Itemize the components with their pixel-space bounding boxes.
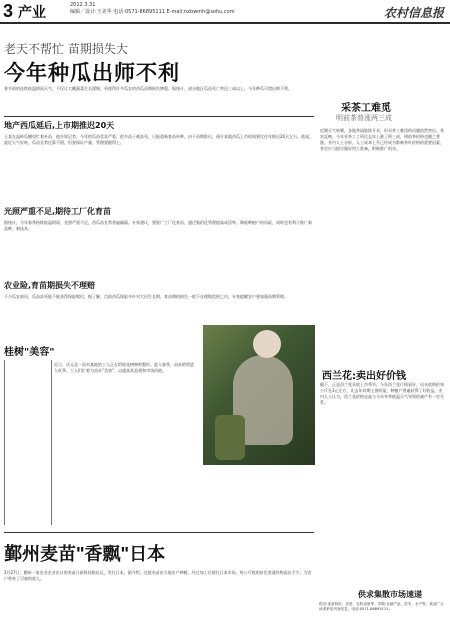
page-header [0, 0, 450, 24]
section-text-1: 王某在温岭瓜棚里忙着补苗，他告诉记者，今年的瓜苗受冻严重，很多苗子被冻死，只能重新育苗补种。由于苗期推迟，预计本地西瓜上市时间要比往年推迟20天左右。他说，最近天气好转，瓜苗长势还算不错，但要保证产量，管理要跟得上。 [4, 134, 314, 145]
divider [4, 116, 314, 117]
photo-head [253, 330, 281, 358]
editor-info [70, 2, 235, 16]
right-title: 采茶工难觅 [341, 103, 391, 114]
section-name: 产业 [18, 4, 46, 20]
editor-line: 编辑／设计:王美华 电话:0571-86895111 E-mail:nxbwmh@sohu.com [70, 9, 235, 15]
photo-shrub [215, 415, 245, 460]
second-title: 西兰花:卖出好价钱 [322, 371, 406, 382]
page-number: 3 [3, 1, 14, 21]
page-date: 2012.3.31 [70, 2, 96, 8]
photo-caption: 近日，庆元县一苗木基地的工人正在给桂花树修剪整形。进入春季，苗木销售进入旺季，工人们忙着为苗木“美容”，以提高其品相和市场价值。 [54, 362, 194, 373]
section-text-3: 不少瓜农询问，瓜苗冻死能不能获得保险赔付。据了解，目前西瓜保险多针对大田生长期，育苗期的损失一般不在理赔范围之内。专家提醒农户要加强苗期管理。 [4, 294, 288, 299]
sketch-illustration [4, 360, 52, 525]
bottom-text: 3月27日，鄞州一家农业企业出口的麦苗汁原料装箱启运，发往日本。据介绍，这批麦苗由当地农户种植，经过加工后销往日本市场，每公斤收购价比普通作物高出不少，为农户带来了可观的收入。 [4, 570, 312, 581]
section-title-2: 光照严重不足,期待工厂化育苗 [4, 207, 112, 216]
right-text: 近期天气转暖，各地茶园陆续开采，但采茶工难找的问题依然突出。茶农反映，今年采茶工工资比去年上涨了两三成，明前茶价格也随之普涨。业内人士分析，人工成本上升已经成为影响茶叶价格的重要因素，茶农应当提早做好用工准备，积极推广机采。 [320, 128, 444, 151]
section-title-1: 地产西瓜延后,上市期推迟20天 [4, 121, 115, 130]
lead-intro: 春节前的连续低温阴雨天气，不仅让大棚蔬菜生长缓慢，更使得许多瓜农的西瓜苗期损失惨重。据统计，部分地区瓜苗死亡率达三成以上，今年种瓜可谓出师不利。 [4, 86, 292, 91]
footer-text: 供应:优质种苗、农资、农机设备等；求购:农副产品、苗木、水产等。欢迎广大读者来电刊登信息，电话:0571-86895111。 [319, 602, 444, 611]
section-text-2: 据统计，今年春季持续低温阴雨，光照严重不足，西瓜苗长势普遍偏弱。专家建议，要推广工厂化育苗，通过集约化管理提高成活率，降低种植户的风险，同时也有利于推广新品种、新技术。 [4, 220, 312, 231]
right-subtitle: 明前茶普涨两三成 [336, 114, 392, 122]
photo-title: 桂树"美容" [4, 347, 55, 358]
bottom-title: 鄞州麦苗"香飘"日本 [4, 544, 166, 564]
footer-title: 供求集散市场速递 [358, 590, 422, 599]
paper-name: 农村信息报 [383, 6, 444, 20]
second-text: 眼下，正是西兰花采收上市季节。今年西兰花行情看好，田头收购价每公斤在3元左右，比去年同期上涨明显，种植户普遍获得了好收益。业内人士认为，西兰花价格走高与今年冬季低温天气导致的减产有一定关系。 [320, 382, 444, 405]
lead-headline: 今年种瓜出师不利 [4, 62, 180, 85]
divider [4, 532, 314, 533]
worker-photo [203, 325, 315, 465]
lead-kicker: 老天不帮忙 苗期损失大 [4, 42, 128, 56]
section-title-3: 农业险,育苗期损失不理赔 [4, 281, 96, 290]
